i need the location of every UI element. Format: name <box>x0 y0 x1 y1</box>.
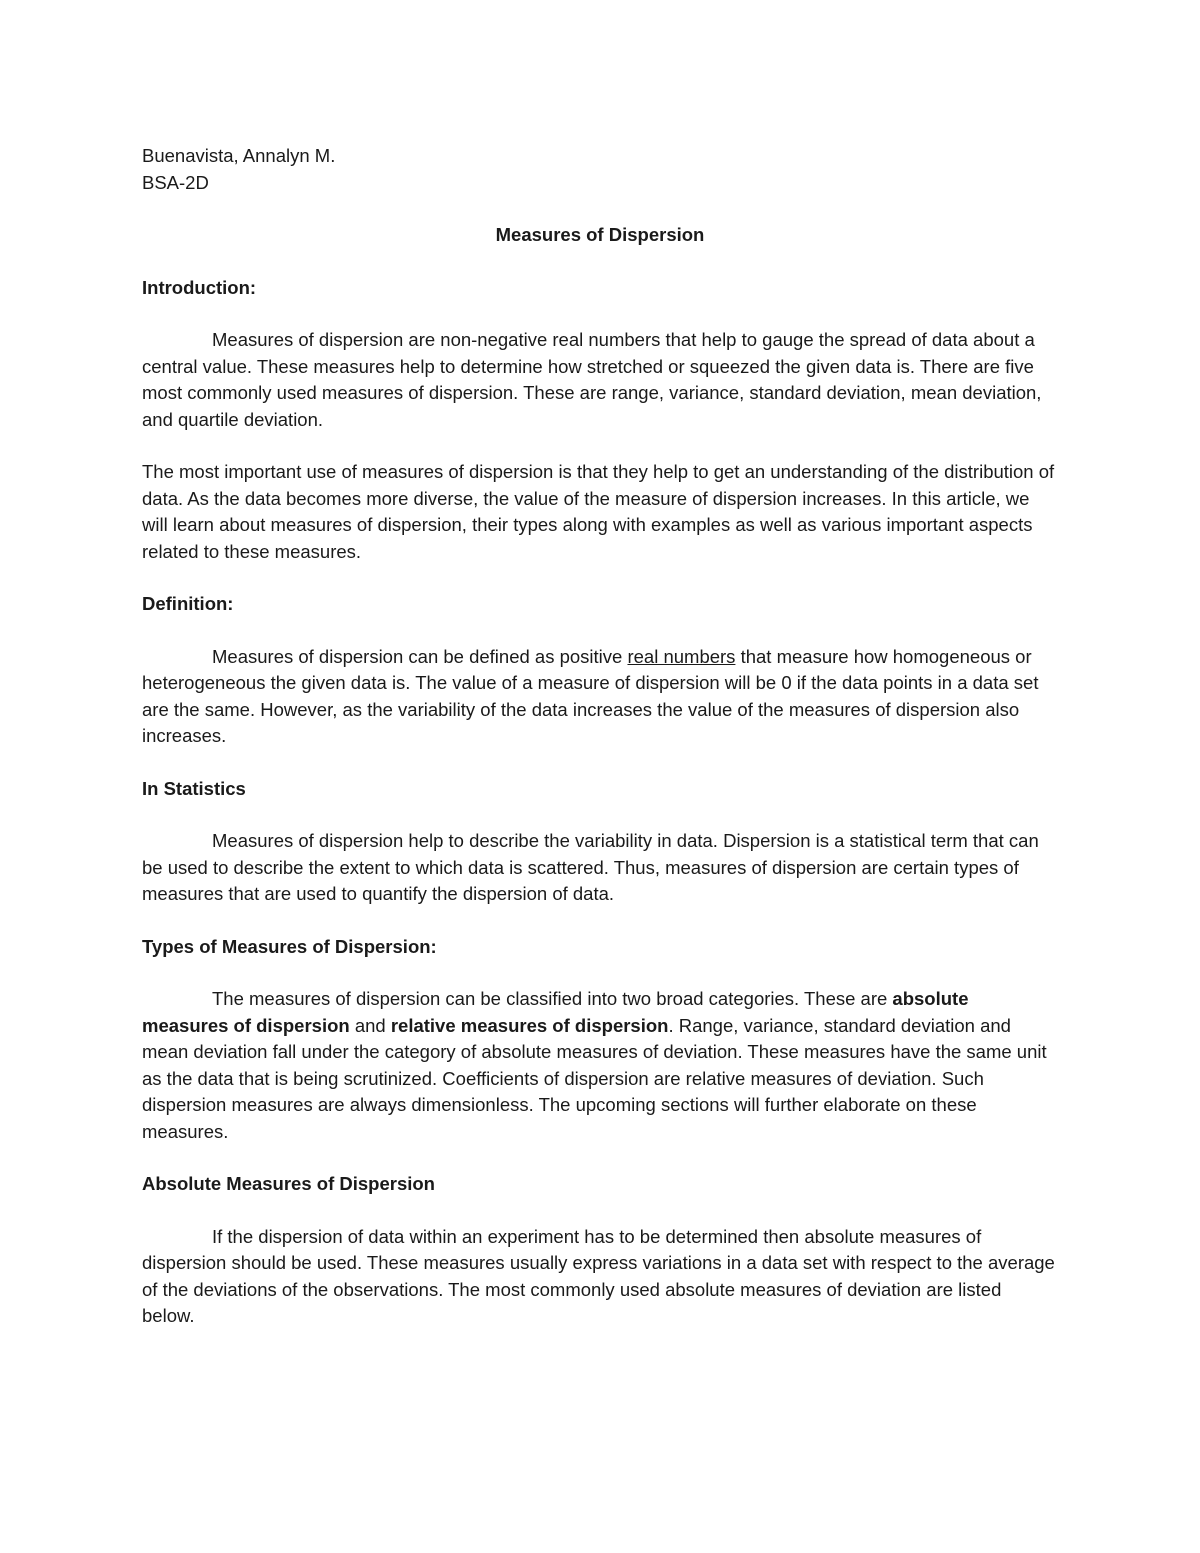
definition-heading: Definition: <box>142 593 234 614</box>
absolute-measures-term: absolute measures of dispersion <box>142 988 969 1036</box>
in-statistics-heading: In Statistics <box>142 777 246 799</box>
definition-text-after: that measure how homogeneous or heterogeneous the given data is. The value of a measure of dispersion will be 0 if the data points in a data set are the same. However, as the variability of the data increases the value of the measures of dispersion also increases. <box>142 645 1039 746</box>
in-statistics-paragraph: Measures of dispersion help to describe the variability in data. Dispersion is a statistical term that can be used to describe the extent to which data is scattered. Thus, measures of dispersion are certain types of measures that are used to quantify the dispersion of data. <box>142 830 1039 904</box>
introduction-paragraph-1: Measures of dispersion are non-negative real numbers that help to gauge the spread of data about a central value. These measures help to determine how stretched or squeezed the given data is. There are five most commonly used measures of dispersion. These are range, variance, standard deviation, mean deviation, and quartile deviation. <box>142 329 1042 430</box>
real-numbers-link[interactable]: real numbers <box>627 645 736 667</box>
definition-text-before: Measures of dispersion can be defined as positive <box>212 645 628 667</box>
section-label: BSA-2D <box>142 171 209 193</box>
types-paragraph <box>142 986 1058 1145</box>
page-title: Measures of Dispersion <box>495 224 705 245</box>
introduction-paragraph-2: The most important use of measures of dispersion is that they help to get an understanding of the distribution of data. As the data becomes more diverse, the value of the measure of dispersion increases. In this article, we will learn about measures of dispersion, their types along with examples as well as various important aspects related to these measures. <box>142 461 1055 562</box>
document-page <box>142 143 1058 1330</box>
introduction-heading: Introduction: <box>142 276 257 298</box>
relative-measures-term: relative measures of dispersion <box>390 1014 669 1036</box>
types-text-a: The measures of dispersion can be classified into two broad categories. These are <box>212 988 893 1009</box>
absolute-measures-paragraph: If the dispersion of data within an experiment has to be determined then absolute measures of dispersion should be used. These measures usually express variations in a data set with respect to the average of the deviations of the observations. The most commonly used absolute measures of deviation are listed below. <box>142 1225 1055 1326</box>
absolute-measures-heading: Absolute Measures of Dispersion <box>142 1173 435 1194</box>
types-text-c: and <box>349 1014 391 1036</box>
types-text-e: . Range, variance, standard deviation and mean deviation fall under the category of absolute measures of deviation. These measures have the same unit as the data that is being scrutinized. Coefficients of dispersion are relative measures of deviation. Such dispersion measures are always dimensionless. The upcoming sections will further elaborate on these measures. <box>142 1014 1047 1142</box>
author-name: Buenavista, Annalyn M. <box>142 145 336 166</box>
definition-paragraph <box>142 644 1058 750</box>
types-heading: Types of Measures of Dispersion: <box>142 935 437 957</box>
